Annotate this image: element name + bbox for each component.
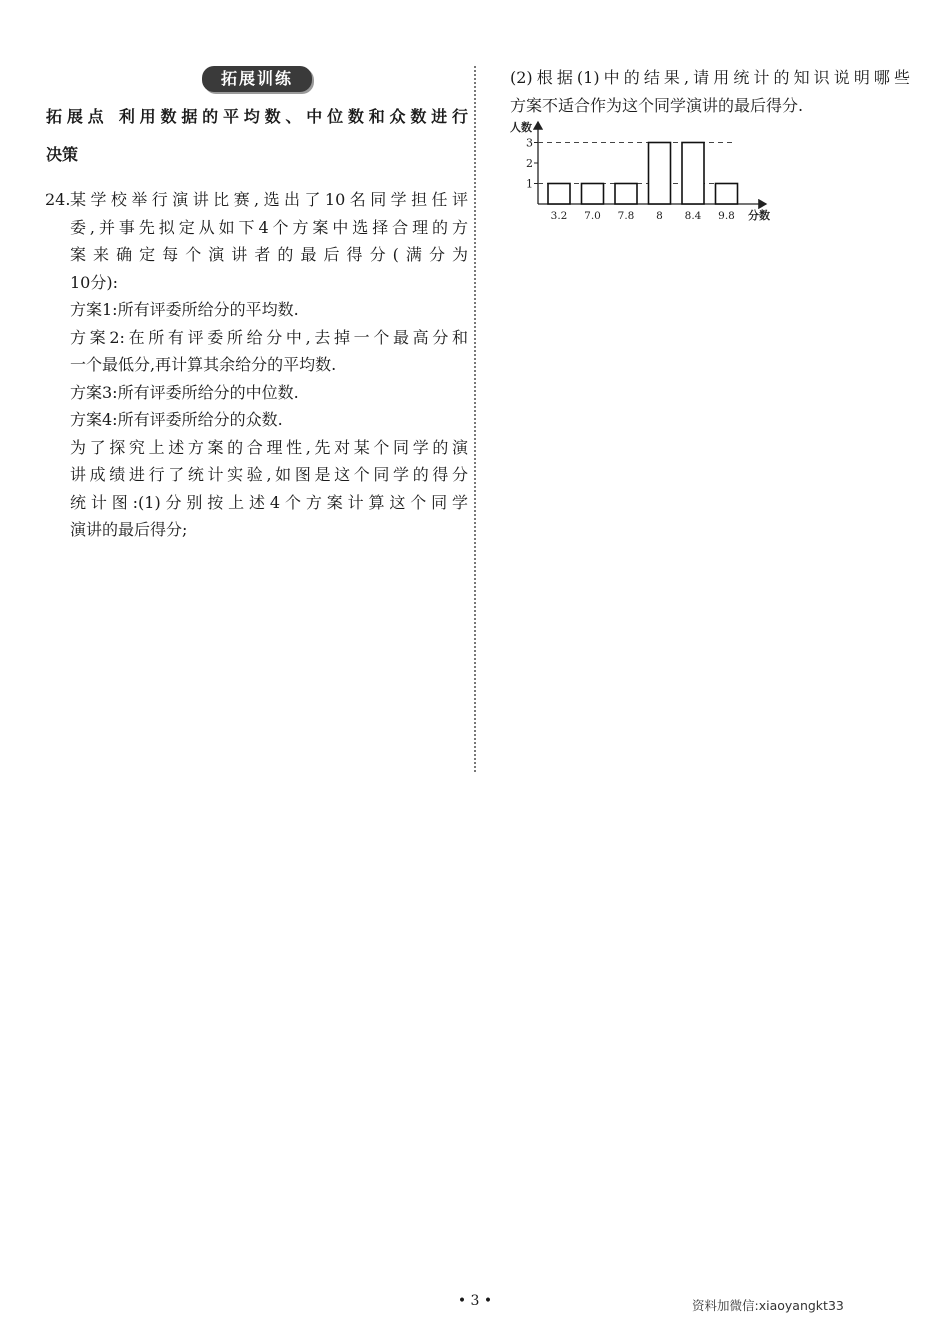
x-axis-label: 分数 bbox=[748, 209, 770, 222]
question-part-1-cont: 演讲的最后得分; bbox=[70, 520, 188, 539]
topic-heading: 拓展点 利用数据的平均数、中位数和众数进行 bbox=[46, 107, 468, 126]
scheme-3: 方案3:所有评委所给分的中位数. bbox=[70, 382, 299, 402]
problem-line: 为了探究上述方案的合理性,先对某个同学的演 bbox=[70, 437, 468, 457]
scheme-4: 方案4:所有评委所给分的众数. bbox=[70, 410, 283, 429]
bar-9.8 bbox=[716, 184, 738, 205]
problem-body bbox=[70, 186, 468, 544]
y-tick-label: 1 bbox=[526, 177, 533, 191]
page-number: • 3 • bbox=[457, 1293, 493, 1309]
x-tick-label: 8.4 bbox=[684, 210, 702, 222]
problem-24 bbox=[46, 186, 468, 544]
x-tick-label: 9.8 bbox=[718, 210, 735, 222]
scheme-2: 方案2:在所有评委所给分中,去掉一个最高分和 bbox=[70, 327, 468, 347]
x-tick-label: 7.8 bbox=[617, 210, 635, 222]
question-part-1: 统计图:(1)分别按上述4个方案计算这个同学 bbox=[70, 492, 468, 512]
bar-7.0 bbox=[582, 184, 604, 205]
bar-7.8 bbox=[615, 184, 637, 205]
score-bar-chart bbox=[510, 118, 780, 226]
section-badge: 拓展训练 bbox=[202, 66, 312, 92]
problem-line: 某学校举行演讲比赛,选出了10名同学担任评 bbox=[70, 190, 468, 209]
problem-line: 案来确定每个演讲者的最后得分(满分为 bbox=[70, 245, 468, 264]
y-tick-label: 3 bbox=[526, 136, 533, 150]
x-tick-label: 3.2 bbox=[550, 210, 568, 222]
question-number: 24. bbox=[45, 190, 71, 209]
problem-line: 讲成绩进行了统计实验,如图是这个同学的得分 bbox=[70, 465, 468, 484]
problem-line: 10分): bbox=[70, 272, 118, 292]
part-2-line: 方案不适合作为这个同学演讲的最后得分. bbox=[510, 95, 804, 115]
scheme-1: 方案1:所有评委所给分的平均数. bbox=[70, 300, 299, 319]
x-tick-label: 7.0 bbox=[584, 210, 601, 222]
bar-8.4 bbox=[682, 143, 704, 205]
footer-note: 资料加微信:xiaoyangkt33 bbox=[692, 1298, 844, 1313]
y-axis-label: 人数 bbox=[510, 121, 532, 134]
topic-heading-cont: 决策 bbox=[46, 145, 79, 164]
part-2-line: (2)根据(1)中的结果,请用统计的知识说明哪些 bbox=[510, 68, 910, 87]
bar-8 bbox=[649, 143, 671, 205]
bar-3.2 bbox=[548, 184, 570, 205]
x-tick-label: 8 bbox=[656, 210, 663, 222]
left-column bbox=[46, 62, 468, 544]
problem-line: 委,并事先拟定从如下4个方案中选择合理的方 bbox=[70, 217, 468, 237]
question-part-2 bbox=[510, 64, 910, 119]
column-divider bbox=[474, 66, 476, 772]
y-tick-label: 2 bbox=[526, 157, 533, 170]
scheme-2-cont: 一个最低分,再计算其余给分的平均数. bbox=[70, 355, 337, 374]
right-column bbox=[510, 62, 910, 119]
